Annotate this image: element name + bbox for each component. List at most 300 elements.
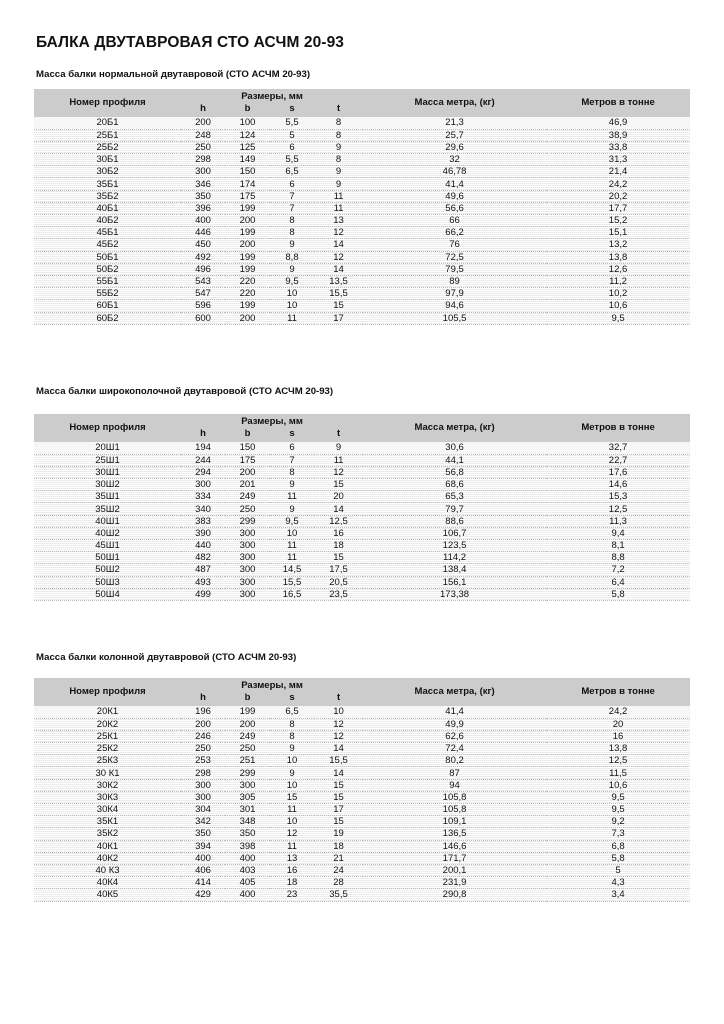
cell-b: 299 <box>225 515 270 527</box>
cell-mass: 173,38 <box>363 588 546 600</box>
cell-meters: 13,8 <box>546 251 690 263</box>
cell-mass: 105,8 <box>363 791 546 803</box>
cell-t: 16 <box>314 527 363 539</box>
cell-meters: 10,6 <box>546 300 690 312</box>
table-row <box>34 840 690 852</box>
cell-profile: 25К1 <box>34 730 181 742</box>
cell-t: 8 <box>314 129 363 141</box>
table-row <box>34 312 690 324</box>
cell-s: 8 <box>270 466 314 478</box>
cell-b: 300 <box>225 527 270 539</box>
cell-t: 18 <box>314 540 363 552</box>
table-row <box>34 491 690 503</box>
cell-meters: 17,6 <box>546 466 690 478</box>
cell-b: 200 <box>225 718 270 730</box>
cell-h: 346 <box>181 178 225 190</box>
cell-meters: 22,7 <box>546 454 690 466</box>
table-row <box>34 251 690 263</box>
cell-h: 334 <box>181 491 225 503</box>
cell-profile: 45Б1 <box>34 227 181 239</box>
cell-s: 6 <box>270 141 314 153</box>
cell-meters: 15,2 <box>546 215 690 227</box>
cell-s: 11 <box>270 312 314 324</box>
cell-profile: 40Ш2 <box>34 527 181 539</box>
cell-s: 7 <box>270 202 314 214</box>
cell-profile: 60Б2 <box>34 312 181 324</box>
cell-t: 14 <box>314 767 363 779</box>
cell-t: 9 <box>314 166 363 178</box>
cell-b: 300 <box>225 564 270 576</box>
cell-mass: 66 <box>363 215 546 227</box>
table-row <box>34 263 690 275</box>
cell-meters: 31,3 <box>546 154 690 166</box>
cell-h: 250 <box>181 141 225 153</box>
table-row <box>34 730 690 742</box>
cell-mass: 56,8 <box>363 466 546 478</box>
cell-t: 13,5 <box>314 275 363 287</box>
cell-h: 394 <box>181 840 225 852</box>
cell-b: 300 <box>225 588 270 600</box>
header-dim-s: s <box>270 428 314 442</box>
cell-profile: 30Ш1 <box>34 466 181 478</box>
cell-meters: 11,3 <box>546 515 690 527</box>
cell-t: 15 <box>314 791 363 803</box>
cell-h: 396 <box>181 202 225 214</box>
table-row <box>34 141 690 153</box>
table-normal <box>34 89 690 325</box>
cell-t: 13 <box>314 215 363 227</box>
cell-b: 405 <box>225 877 270 889</box>
table-row <box>34 527 690 539</box>
cell-mass: 87 <box>363 767 546 779</box>
cell-h: 200 <box>181 718 225 730</box>
cell-mass: 32 <box>363 154 546 166</box>
cell-profile: 25К2 <box>34 743 181 755</box>
cell-s: 10 <box>270 527 314 539</box>
cell-t: 17,5 <box>314 564 363 576</box>
cell-profile: 40Ш1 <box>34 515 181 527</box>
cell-t: 15,5 <box>314 755 363 767</box>
cell-b: 300 <box>225 540 270 552</box>
cell-b: 149 <box>225 154 270 166</box>
cell-t: 9 <box>314 442 363 454</box>
cell-h: 450 <box>181 239 225 251</box>
cell-s: 6,5 <box>270 706 314 718</box>
header-dim-t: t <box>314 428 363 442</box>
cell-s: 23 <box>270 889 314 901</box>
cell-profile: 55Б1 <box>34 275 181 287</box>
cell-profile: 30Б2 <box>34 166 181 178</box>
cell-t: 15,5 <box>314 288 363 300</box>
cell-t: 12,5 <box>314 515 363 527</box>
header-mass: Масса метра, (кг) <box>363 414 546 442</box>
header-profile: Номер профиля <box>34 89 181 117</box>
cell-mass: 65,3 <box>363 491 546 503</box>
cell-mass: 30,6 <box>363 442 546 454</box>
cell-b: 199 <box>225 263 270 275</box>
cell-b: 125 <box>225 141 270 153</box>
cell-t: 15 <box>314 300 363 312</box>
cell-meters: 38,9 <box>546 129 690 141</box>
cell-t: 24 <box>314 864 363 876</box>
cell-t: 11 <box>314 454 363 466</box>
cell-profile: 50Б1 <box>34 251 181 263</box>
cell-s: 9 <box>270 503 314 515</box>
cell-profile: 30К2 <box>34 779 181 791</box>
cell-t: 9 <box>314 178 363 190</box>
cell-t: 11 <box>314 190 363 202</box>
cell-meters: 20 <box>546 718 690 730</box>
cell-h: 600 <box>181 312 225 324</box>
section-title-wide-flange: Масса балки широкополочной двутавровой (СТО АСЧМ 20-93) <box>36 386 334 397</box>
cell-b: 124 <box>225 129 270 141</box>
cell-s: 7 <box>270 454 314 466</box>
cell-b: 199 <box>225 251 270 263</box>
cell-t: 17 <box>314 804 363 816</box>
cell-mass: 41,4 <box>363 178 546 190</box>
cell-h: 446 <box>181 227 225 239</box>
table-row <box>34 454 690 466</box>
cell-h: 383 <box>181 515 225 527</box>
cell-t: 15 <box>314 479 363 491</box>
cell-b: 150 <box>225 442 270 454</box>
cell-meters: 9,5 <box>546 312 690 324</box>
cell-mass: 138,4 <box>363 564 546 576</box>
cell-mass: 200,1 <box>363 864 546 876</box>
cell-mass: 72,4 <box>363 743 546 755</box>
table-row <box>34 154 690 166</box>
cell-s: 11 <box>270 552 314 564</box>
cell-b: 301 <box>225 804 270 816</box>
cell-profile: 30 К1 <box>34 767 181 779</box>
cell-t: 12 <box>314 251 363 263</box>
cell-s: 9,5 <box>270 515 314 527</box>
cell-s: 9 <box>270 239 314 251</box>
cell-profile: 35К2 <box>34 828 181 840</box>
cell-s: 9,5 <box>270 275 314 287</box>
cell-s: 15 <box>270 791 314 803</box>
table-row <box>34 479 690 491</box>
cell-h: 350 <box>181 828 225 840</box>
cell-h: 400 <box>181 215 225 227</box>
cell-profile: 20Ш1 <box>34 442 181 454</box>
cell-h: 414 <box>181 877 225 889</box>
cell-meters: 10,2 <box>546 288 690 300</box>
cell-profile: 35Б2 <box>34 190 181 202</box>
cell-meters: 46,9 <box>546 117 690 129</box>
cell-b: 220 <box>225 275 270 287</box>
table-row <box>34 864 690 876</box>
cell-meters: 24,2 <box>546 706 690 718</box>
cell-b: 200 <box>225 239 270 251</box>
table-row <box>34 552 690 564</box>
cell-b: 199 <box>225 300 270 312</box>
cell-h: 547 <box>181 288 225 300</box>
cell-t: 8 <box>314 154 363 166</box>
header-dim-h: h <box>181 692 225 706</box>
cell-t: 15 <box>314 552 363 564</box>
table-column <box>34 678 690 902</box>
cell-mass: 46,78 <box>363 166 546 178</box>
cell-meters: 24,2 <box>546 178 690 190</box>
cell-profile: 45Б2 <box>34 239 181 251</box>
cell-b: 400 <box>225 889 270 901</box>
table-row <box>34 117 690 129</box>
cell-t: 19 <box>314 828 363 840</box>
cell-t: 21 <box>314 852 363 864</box>
cell-s: 5,5 <box>270 117 314 129</box>
cell-s: 14,5 <box>270 564 314 576</box>
cell-s: 8 <box>270 227 314 239</box>
cell-h: 300 <box>181 166 225 178</box>
cell-profile: 30К4 <box>34 804 181 816</box>
cell-h: 300 <box>181 779 225 791</box>
cell-h: 194 <box>181 442 225 454</box>
cell-mass: 106,7 <box>363 527 546 539</box>
cell-b: 251 <box>225 755 270 767</box>
cell-t: 14 <box>314 743 363 755</box>
cell-s: 13 <box>270 852 314 864</box>
cell-b: 220 <box>225 288 270 300</box>
cell-s: 16,5 <box>270 588 314 600</box>
header-meters-per-ton: Метров в тонне <box>546 678 690 706</box>
header-profile: Номер профиля <box>34 678 181 706</box>
cell-s: 7 <box>270 190 314 202</box>
table-row <box>34 466 690 478</box>
table-row <box>34 178 690 190</box>
cell-t: 15 <box>314 779 363 791</box>
cell-meters: 12,5 <box>546 503 690 515</box>
cell-h: 499 <box>181 588 225 600</box>
table-row <box>34 540 690 552</box>
cell-h: 342 <box>181 816 225 828</box>
cell-b: 350 <box>225 828 270 840</box>
cell-mass: 21,3 <box>363 117 546 129</box>
cell-profile: 50Б2 <box>34 263 181 275</box>
cell-mass: 41,4 <box>363 706 546 718</box>
header-dim-s: s <box>270 692 314 706</box>
cell-profile: 30К3 <box>34 791 181 803</box>
cell-h: 298 <box>181 767 225 779</box>
cell-meters: 20,2 <box>546 190 690 202</box>
cell-b: 300 <box>225 576 270 588</box>
cell-s: 10 <box>270 755 314 767</box>
cell-h: 340 <box>181 503 225 515</box>
cell-mass: 94,6 <box>363 300 546 312</box>
cell-profile: 35Б1 <box>34 178 181 190</box>
cell-h: 400 <box>181 852 225 864</box>
cell-meters: 9,2 <box>546 816 690 828</box>
cell-t: 35,5 <box>314 889 363 901</box>
cell-b: 200 <box>225 312 270 324</box>
cell-mass: 97,9 <box>363 288 546 300</box>
cell-t: 12 <box>314 718 363 730</box>
header-meters-per-ton: Метров в тонне <box>546 89 690 117</box>
cell-profile: 40 К3 <box>34 864 181 876</box>
cell-h: 304 <box>181 804 225 816</box>
header-mass: Масса метра, (кг) <box>363 89 546 117</box>
cell-mass: 79,5 <box>363 263 546 275</box>
cell-meters: 5 <box>546 864 690 876</box>
cell-b: 199 <box>225 706 270 718</box>
cell-mass: 62,6 <box>363 730 546 742</box>
cell-h: 596 <box>181 300 225 312</box>
cell-mass: 94 <box>363 779 546 791</box>
cell-meters: 12,6 <box>546 263 690 275</box>
cell-meters: 13,2 <box>546 239 690 251</box>
cell-meters: 6,4 <box>546 576 690 588</box>
cell-h: 543 <box>181 275 225 287</box>
header-dim-h: h <box>181 428 225 442</box>
table-row <box>34 300 690 312</box>
cell-t: 28 <box>314 877 363 889</box>
cell-profile: 40Б1 <box>34 202 181 214</box>
cell-h: 298 <box>181 154 225 166</box>
cell-mass: 136,5 <box>363 828 546 840</box>
cell-mass: 56,6 <box>363 202 546 214</box>
cell-b: 200 <box>225 466 270 478</box>
cell-t: 23,5 <box>314 588 363 600</box>
table-row <box>34 275 690 287</box>
cell-profile: 40К4 <box>34 877 181 889</box>
cell-mass: 29,6 <box>363 141 546 153</box>
cell-h: 429 <box>181 889 225 901</box>
cell-meters: 10,6 <box>546 779 690 791</box>
cell-b: 249 <box>225 491 270 503</box>
cell-t: 12 <box>314 227 363 239</box>
cell-h: 246 <box>181 730 225 742</box>
cell-t: 8 <box>314 117 363 129</box>
table-row <box>34 889 690 901</box>
cell-mass: 66,2 <box>363 227 546 239</box>
cell-profile: 35К1 <box>34 816 181 828</box>
cell-mass: 89 <box>363 275 546 287</box>
cell-mass: 123,5 <box>363 540 546 552</box>
table-row <box>34 202 690 214</box>
table-row <box>34 791 690 803</box>
cell-h: 406 <box>181 864 225 876</box>
cell-profile: 20К2 <box>34 718 181 730</box>
cell-b: 174 <box>225 178 270 190</box>
cell-meters: 12,5 <box>546 755 690 767</box>
cell-b: 175 <box>225 190 270 202</box>
cell-s: 10 <box>270 300 314 312</box>
cell-b: 199 <box>225 202 270 214</box>
section-title-normal: Масса балки нормальной двутавровой (СТО АСЧМ 20-93) <box>36 69 311 80</box>
cell-s: 6 <box>270 178 314 190</box>
cell-meters: 7,2 <box>546 564 690 576</box>
table-row <box>34 166 690 178</box>
cell-mass: 72,5 <box>363 251 546 263</box>
cell-profile: 25Б2 <box>34 141 181 153</box>
cell-s: 16 <box>270 864 314 876</box>
cell-profile: 25К3 <box>34 755 181 767</box>
cell-b: 200 <box>225 215 270 227</box>
table-row <box>34 515 690 527</box>
cell-h: 300 <box>181 791 225 803</box>
cell-t: 20,5 <box>314 576 363 588</box>
table-row <box>34 442 690 454</box>
cell-mass: 76 <box>363 239 546 251</box>
cell-profile: 50Ш1 <box>34 552 181 564</box>
cell-profile: 50Ш3 <box>34 576 181 588</box>
cell-h: 492 <box>181 251 225 263</box>
cell-b: 403 <box>225 864 270 876</box>
table-row <box>34 190 690 202</box>
cell-s: 9 <box>270 263 314 275</box>
page-title: БАЛКА ДВУТАВРОВАЯ СТО АСЧМ 20-93 <box>36 34 345 51</box>
cell-s: 10 <box>270 816 314 828</box>
cell-b: 201 <box>225 479 270 491</box>
table-row <box>34 588 690 600</box>
table-row <box>34 576 690 588</box>
cell-profile: 40К1 <box>34 840 181 852</box>
cell-profile: 40К5 <box>34 889 181 901</box>
cell-meters: 5,8 <box>546 588 690 600</box>
cell-profile: 20К1 <box>34 706 181 718</box>
cell-mass: 68,6 <box>363 479 546 491</box>
cell-meters: 33,8 <box>546 141 690 153</box>
cell-mass: 105,8 <box>363 804 546 816</box>
cell-meters: 15,1 <box>546 227 690 239</box>
cell-s: 8 <box>270 730 314 742</box>
cell-profile: 25Ш1 <box>34 454 181 466</box>
cell-b: 100 <box>225 117 270 129</box>
cell-t: 18 <box>314 840 363 852</box>
cell-meters: 9,5 <box>546 804 690 816</box>
cell-h: 244 <box>181 454 225 466</box>
cell-mass: 146,6 <box>363 840 546 852</box>
cell-meters: 11,2 <box>546 275 690 287</box>
cell-b: 300 <box>225 779 270 791</box>
cell-t: 12 <box>314 466 363 478</box>
cell-t: 12 <box>314 730 363 742</box>
cell-b: 305 <box>225 791 270 803</box>
header-dim-t: t <box>314 692 363 706</box>
cell-b: 175 <box>225 454 270 466</box>
header-dim-h: h <box>181 103 225 117</box>
cell-s: 8 <box>270 215 314 227</box>
section-title-column: Масса балки колонной двутавровой (СТО АСЧМ 20-93) <box>36 652 297 663</box>
cell-meters: 9,5 <box>546 791 690 803</box>
cell-mass: 49,6 <box>363 190 546 202</box>
header-dimensions: Размеры, мм <box>181 414 363 428</box>
cell-s: 6,5 <box>270 166 314 178</box>
cell-t: 10 <box>314 706 363 718</box>
cell-mass: 114,2 <box>363 552 546 564</box>
cell-meters: 14,6 <box>546 479 690 491</box>
cell-s: 12 <box>270 828 314 840</box>
cell-profile: 30Б1 <box>34 154 181 166</box>
cell-b: 398 <box>225 840 270 852</box>
cell-b: 400 <box>225 852 270 864</box>
cell-s: 10 <box>270 779 314 791</box>
cell-t: 14 <box>314 239 363 251</box>
header-dimensions: Размеры, мм <box>181 678 363 692</box>
cell-h: 300 <box>181 479 225 491</box>
cell-mass: 44,1 <box>363 454 546 466</box>
header-dim-b: b <box>225 428 270 442</box>
cell-meters: 7,3 <box>546 828 690 840</box>
cell-h: 350 <box>181 190 225 202</box>
cell-meters: 3,4 <box>546 889 690 901</box>
cell-h: 496 <box>181 263 225 275</box>
header-mass: Масса метра, (кг) <box>363 678 546 706</box>
table-row <box>34 239 690 251</box>
cell-mass: 49,9 <box>363 718 546 730</box>
cell-t: 14 <box>314 503 363 515</box>
cell-profile: 50Ш2 <box>34 564 181 576</box>
